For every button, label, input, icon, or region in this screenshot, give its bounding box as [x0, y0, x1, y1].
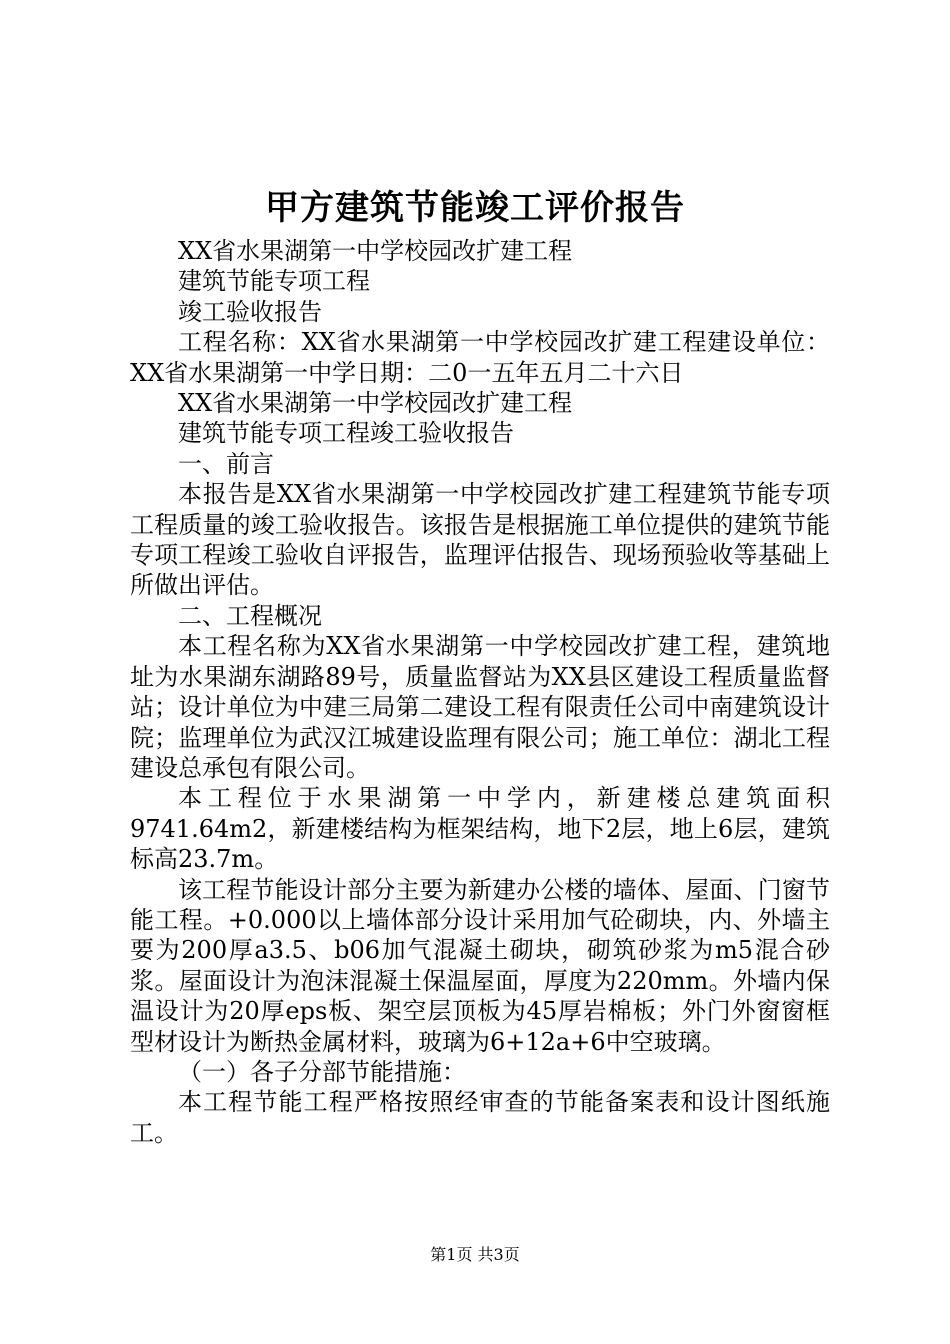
document-title: 甲方建筑节能竣工评价报告 — [265, 188, 685, 228]
page-footer: 第1页 共3页 — [430, 1245, 520, 1264]
paragraph-energy-design: 该工程节能设计部分主要为新建办公楼的墙体、屋面、门窗节能工程。+0.000以上墙体部分设计采用加气砼砌块，内、外墙主要为200厚a3.5、b06加气混凝土砌块，砌筑砂浆为m5混合砂浆。屋面设计为泡沫混凝土保温屋面，厚度为220mm。外墙内保温设计为20厚eps板、架空层顶板为45厚岩棉板；外门外窗窗框型材设计为断热金属材料，玻璃为6+12a+6中空玻璃。 — [130, 875, 830, 1056]
paragraph-preface: 本报告是XX省水果湖第一中学校园改扩建工程建筑节能专项工程质量的竣工验收报告。该报告是根据施工单位提供的建筑节能专项工程竣工验收自评报告，监理评估报告、现场预验收等基础上所做出评估。 — [130, 480, 830, 600]
paragraph-measures: 本工程节能工程严格按照经审查的节能备案表和设计图纸施工。 — [130, 1088, 830, 1147]
paragraph-subproject: 建筑节能专项工程 — [178, 267, 370, 296]
paragraph-report-title-repeat: 建筑节能专项工程竣工验收报告 — [178, 419, 514, 448]
subsection-heading-measures: （一）各子分部节能措施： — [178, 1057, 466, 1086]
section-heading-preface: 一、前言 — [178, 449, 274, 478]
paragraph-report-type: 竣工验收报告 — [178, 297, 322, 326]
paragraph-overview: 本工程名称为XX省水果湖第一中学校园改扩建工程，建筑地址为水果湖东湖路89号，质量监督站为XX县区建设工程质量监督站；设计单位为中建三局第二建设工程有限责任公司中南建筑设计院；监理单位为武汉江城建设监理有限公司；施工单位：湖北工程建设总承包有限公司。 — [130, 632, 830, 782]
document-body — [130, 236, 830, 1148]
paragraph-project-name-repeat: XX省水果湖第一中学校园改扩建工程 — [178, 389, 573, 418]
paragraph-project-info: 工程名称：XX省水果湖第一中学校园改扩建工程建设单位：XX省水果湖第一中学日期：二0一五年五月二十六日 — [130, 328, 830, 387]
paragraph-project-name: XX省水果湖第一中学校园改扩建工程 — [178, 237, 573, 265]
section-heading-overview: 二、工程概况 — [178, 601, 322, 630]
paragraph-building-info: 本工程位于水果湖第一中学内，新建楼总建筑面积9741.64m2，新建楼结构为框架结构，地下2层，地上6层，建筑标高23.7m。 — [130, 784, 830, 874]
